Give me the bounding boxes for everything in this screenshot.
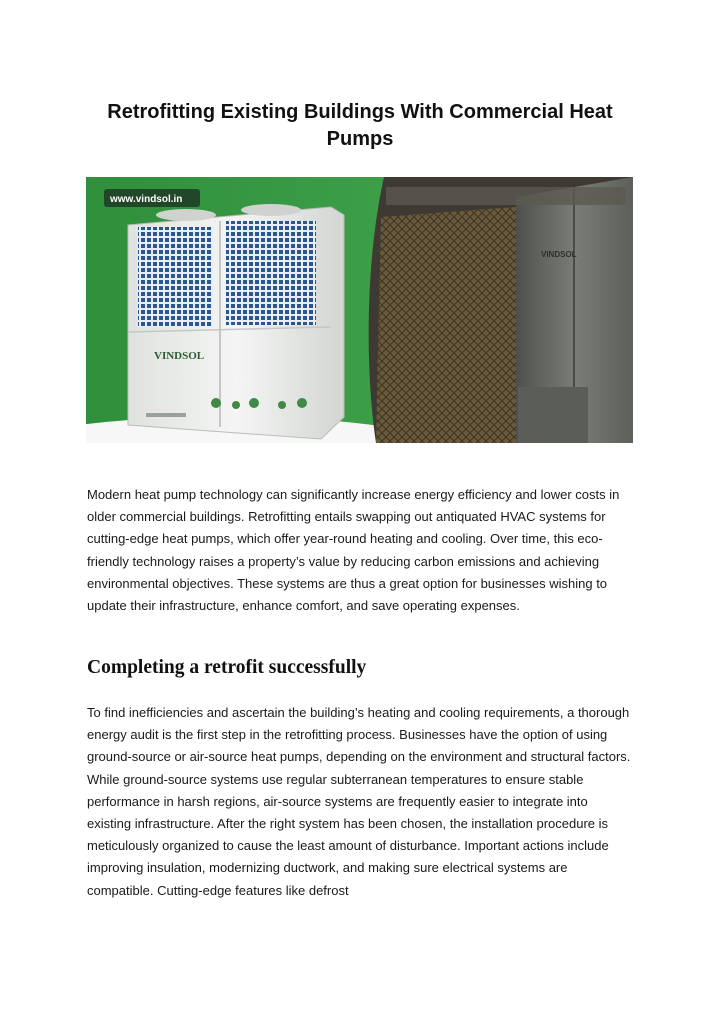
left-unit-brand: VINDSOL xyxy=(154,350,205,362)
right-unit-brand: VINDSOL xyxy=(541,250,577,259)
section-heading: Completing a retrofit successfully xyxy=(87,657,367,678)
watermark-text: www.vindsol.in xyxy=(110,194,183,205)
hero-image xyxy=(86,177,633,443)
grey-heat-pump-unit xyxy=(369,177,633,443)
heat-pump-illustration xyxy=(86,177,633,443)
document-title: Retrofitting Existing Buildings With Commercial Heat Pumps xyxy=(107,101,613,151)
body-paragraph: To find inefficiencies and ascertain the building’s heating and cooling requirements, a thorough energy audit is the first step in the retrofitting process. Businesses have the option of using ground-source or air-source heat pumps, depending on the environment and structural factors. While ground-source systems use regular subterranean temperatures to ensure stable performance in harsh regions, air-source systems are frequently easier to integrate into existing infrastructure. After the right system has been chosen, the installation procedure is meticulously organized to cause the least amount of disturbance. Important actions include improving insulation, modernizing ductwork, and making sure electrical systems are compatible. Cutting-edge features like defrost xyxy=(87,705,631,898)
white-heat-pump-unit xyxy=(128,204,344,439)
intro-paragraph: Modern heat pump technology can significantly increase energy efficiency and lower costs in older commercial buildings. Retrofitting entails swapping out antiquated HVAC systems for cutting-edge heat pumps, which offer year-round heating and cooling. Over time, this eco-friendly technology raises a property’s value by reducing carbon emissions and achieving environmental objectives. These systems are thus a great option for businesses wishing to update their infrastructure, enhance comfort, and save operating expenses. xyxy=(87,487,620,614)
